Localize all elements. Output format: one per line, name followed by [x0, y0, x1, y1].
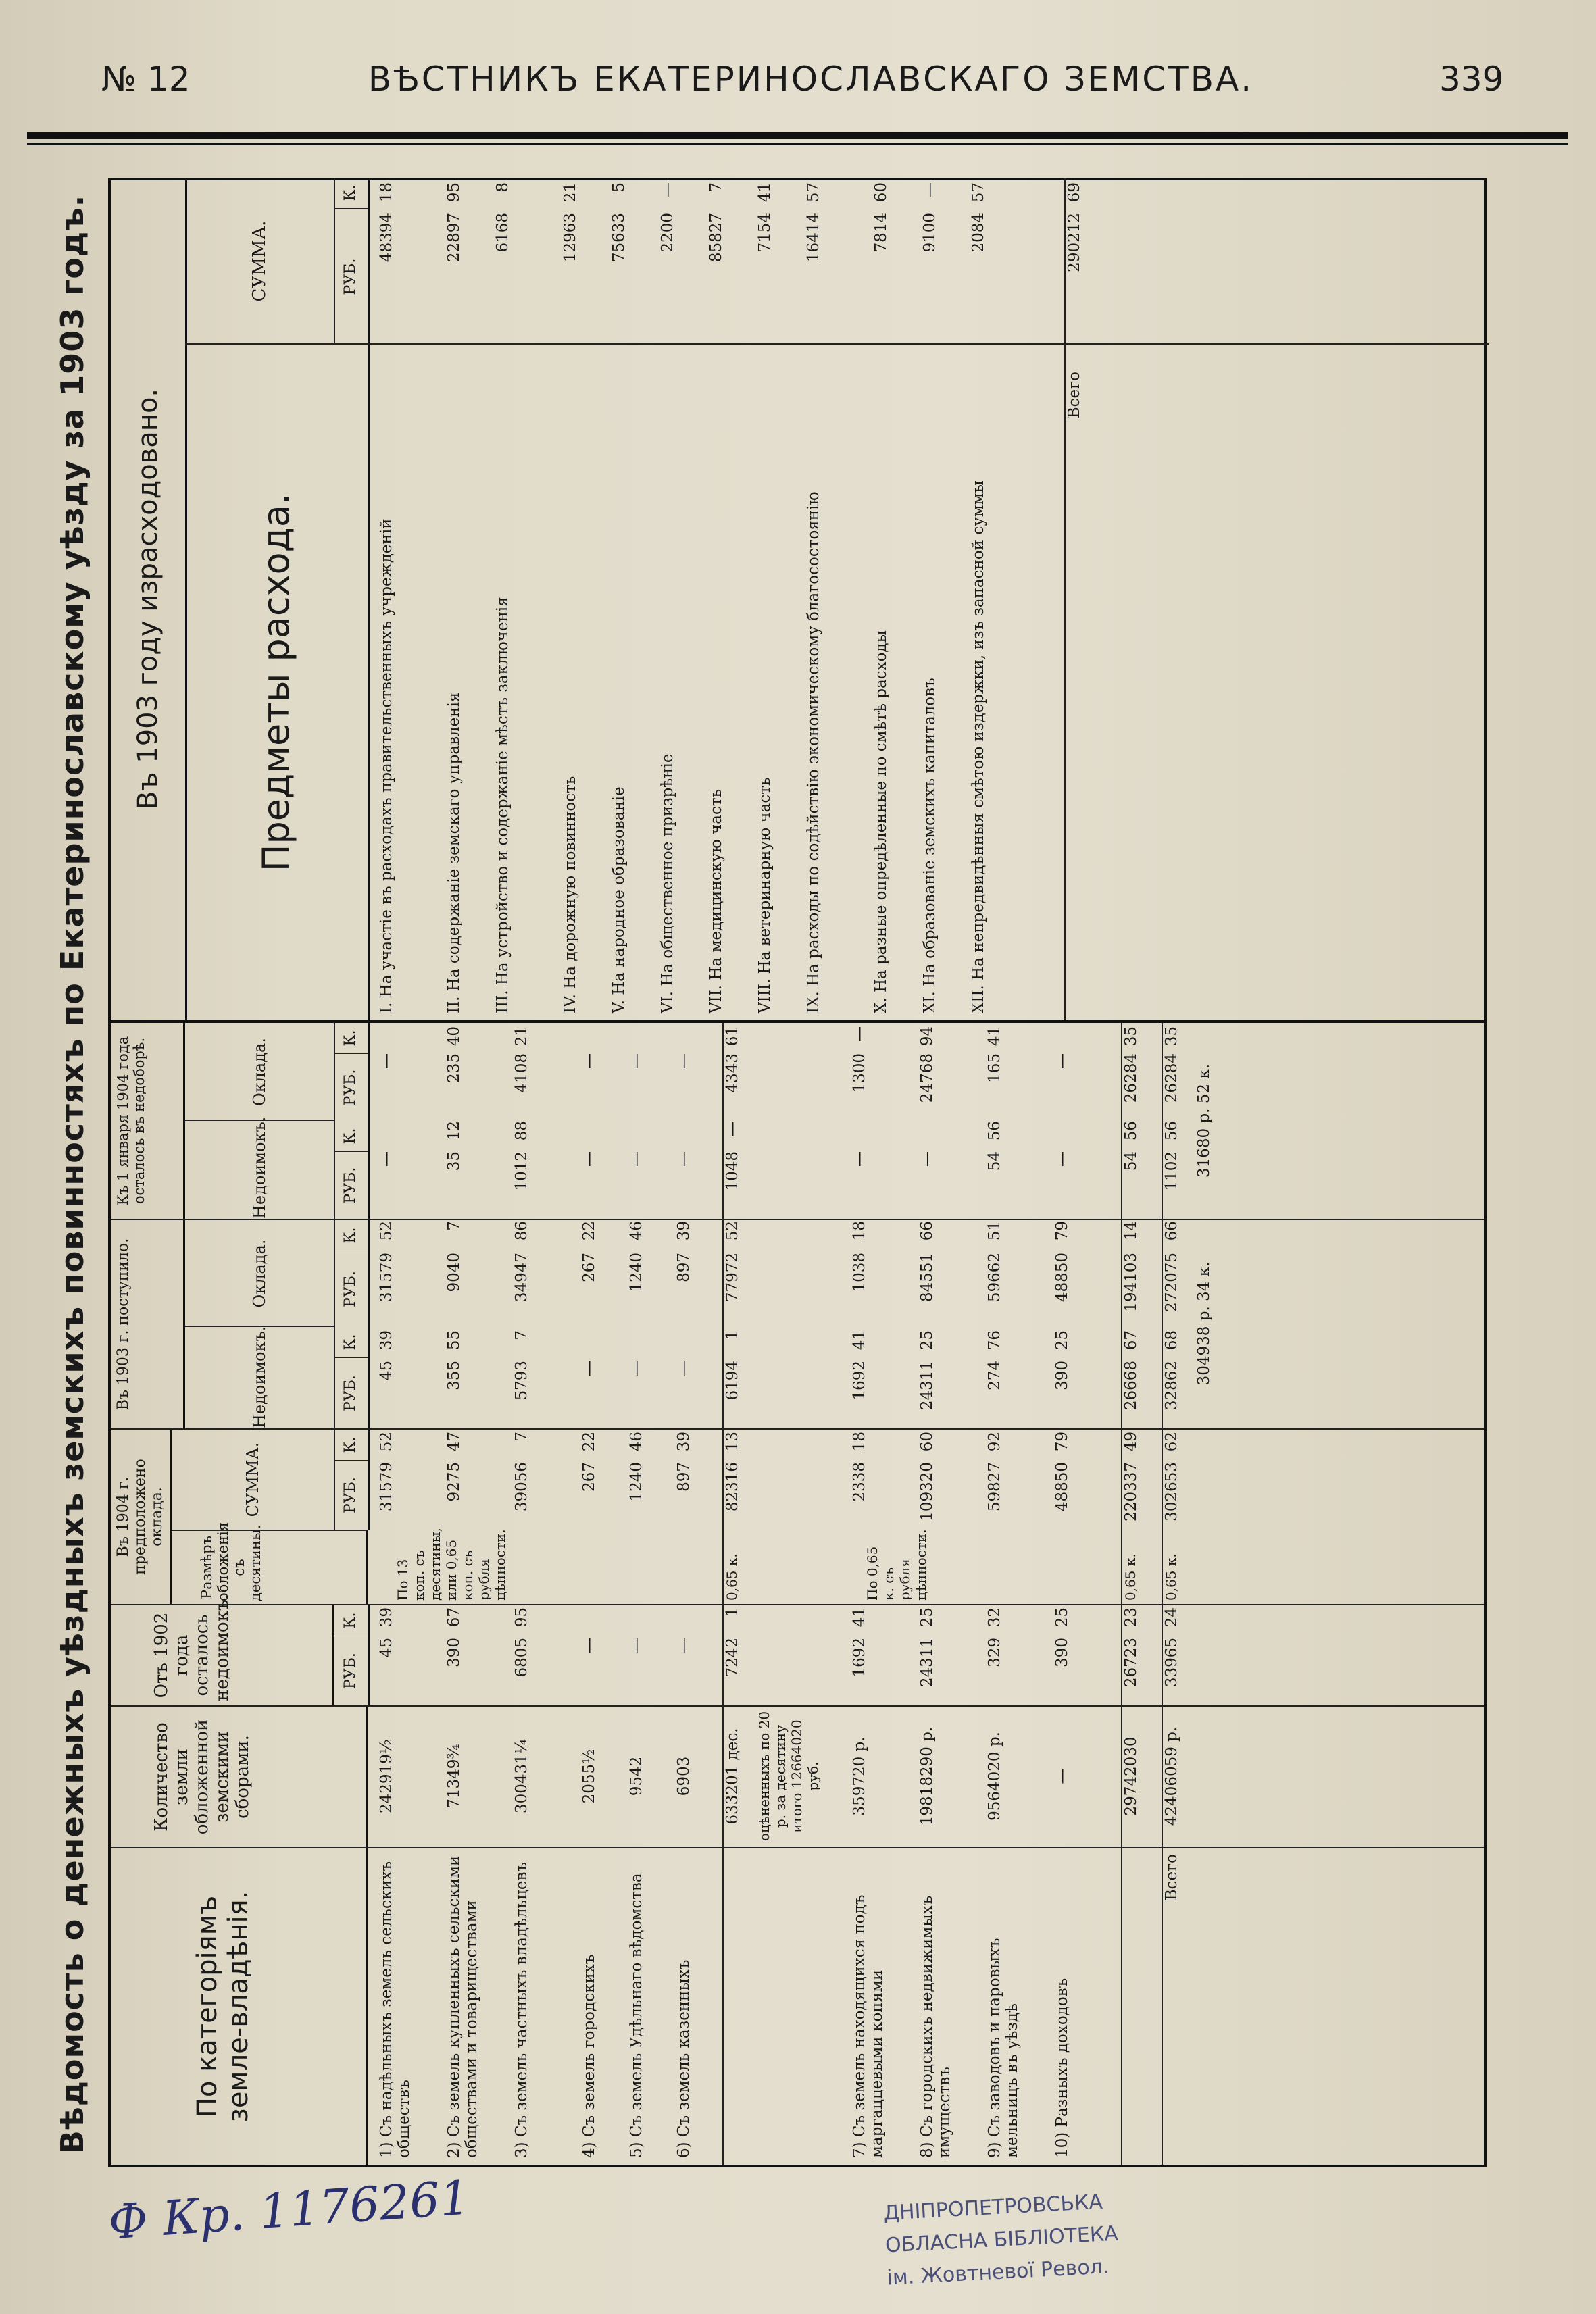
cell-ln: —: [628, 1151, 645, 1167]
cell-sum: 109320: [918, 1462, 936, 1521]
cell-land: 71349¾: [445, 1744, 463, 1809]
cell-lo: —: [628, 1053, 645, 1069]
expense-row: [610, 178, 659, 1020]
cell-sum: 9275: [445, 1462, 463, 1502]
header-land: Количество земли обложенной земскими сборами.: [111, 1707, 368, 1847]
expense-rub: 2084: [970, 213, 987, 253]
cell-sumk: 92: [986, 1432, 1003, 1452]
cell-ln: —: [580, 1151, 598, 1167]
cell-lnk: 56: [986, 1121, 1003, 1141]
cell-rnk: 25: [1053, 1330, 1071, 1351]
cell-sumk: 52: [378, 1432, 395, 1452]
expense-total-row: [1064, 178, 1099, 1020]
cell-lo: 165: [986, 1053, 1003, 1083]
expense-item-label: IV. На дорожную повинность: [562, 776, 579, 1013]
unit-rub: РУБ.: [334, 1460, 368, 1530]
expense-row: [805, 178, 872, 1020]
expense-kop: 57: [970, 182, 987, 203]
cell-sum: 59827: [986, 1462, 1003, 1512]
row-category: 7) Съ земель находящихся подъ маргаццевыми копями: [851, 1894, 886, 2158]
header-received-1903: Въ 1903 г. поступило.: [111, 1220, 185, 1428]
header-recv-salary: Оклада.: [185, 1220, 335, 1327]
unit-rub: РУБ.: [334, 1636, 368, 1705]
total-lok: 61: [724, 1026, 741, 1047]
total-ro: 272075: [1163, 1253, 1180, 1312]
expense-item-sum: [921, 182, 939, 341]
cell-lo: —: [580, 1053, 598, 1069]
total-ln: 1102: [1163, 1151, 1180, 1191]
cell-sum: 897: [675, 1462, 693, 1492]
expense-item-label: IX. На расходы по содѣйствію экономическому благосостоянію: [805, 491, 822, 1013]
expense-total-rub: 290212: [1066, 213, 1083, 272]
expense-item-sum: [970, 182, 987, 341]
col-left-1904: [111, 1023, 1484, 1219]
cell-lo: —: [378, 1053, 395, 1069]
cell-ro: 9040: [445, 1253, 463, 1292]
total-rnk: 1: [724, 1330, 741, 1340]
cell-lo: 24768: [918, 1053, 936, 1103]
cell-rok: 39: [675, 1221, 693, 1241]
subtotal-row: [722, 1023, 751, 2165]
cell-ro: 84551: [918, 1253, 936, 1303]
unit-rub: РУБ.: [334, 1251, 368, 1327]
cell-land: 9542: [628, 1756, 645, 1796]
total-lnk: 56: [1163, 1121, 1180, 1141]
cell-sum: 1240: [628, 1462, 645, 1502]
expense-rub: 6168: [494, 213, 512, 253]
total-lnk: 56: [1122, 1121, 1140, 1141]
cell-rnk: 55: [445, 1330, 463, 1351]
total-lo: 4343: [724, 1053, 741, 1093]
rotated-statement: [41, 161, 1500, 2188]
row-category: 6) Съ земель казенныхъ: [675, 1959, 693, 2158]
expense-item-sum: [872, 182, 890, 341]
expense-row: [872, 178, 921, 1020]
cell-sumk: 22: [580, 1432, 598, 1452]
expense-item-label: X. На разные опредѣленные по смѣтѣ расходы: [872, 630, 890, 1013]
header-1904: Въ 1904 г. предположено оклада.: [111, 1430, 172, 1604]
unit-kop: К.: [342, 1128, 359, 1145]
expense-rub: 16414: [805, 213, 822, 263]
statement-title: Вѣдомость о денежныхъ уѣздныхъ земскихъ повинностяхъ по Екатеринославскому уѣзду за 1903 годъ.: [54, 194, 91, 2155]
total-ro: 77972: [724, 1253, 741, 1303]
expense-section: [111, 178, 1484, 1020]
expense-rub: 9100: [921, 213, 939, 253]
expense-kop: 95: [445, 182, 463, 203]
row-category: 3) Съ земель частныхъ владѣльцевъ: [513, 1861, 530, 2158]
total-label: Всего: [1163, 1854, 1180, 1901]
cell-ro: 267: [580, 1253, 598, 1282]
row-category: 2) Съ земель купленныхъ сельскими обществами и товариществами: [445, 1855, 480, 2158]
cell-ro: 1038: [851, 1253, 868, 1292]
cell-ro: 48850: [1053, 1253, 1071, 1303]
total-rok: 52: [724, 1221, 741, 1241]
cell-rok: 51: [986, 1221, 1003, 1241]
cell-land: 19818290 р.: [918, 1726, 936, 1826]
cell-sumk: 79: [1053, 1432, 1071, 1452]
expense-item-label: III. На устройство и содержаніе мѣстъ заключенія: [494, 597, 512, 1013]
total-a1902k: 1: [724, 1607, 741, 1617]
issue-number: № 12: [101, 59, 191, 99]
expense-kop: —: [921, 182, 939, 198]
cell-a1902: 24311: [918, 1638, 936, 1688]
cell-sumk: 39: [675, 1432, 693, 1452]
total-ln: 1048: [724, 1151, 741, 1191]
expense-row: [445, 178, 494, 1020]
col-category: [111, 1847, 1484, 2165]
cell-sumk: 18: [851, 1432, 868, 1452]
unit-rub: РУБ.: [334, 1151, 368, 1219]
expense-item-label: VIII. На ветеринарную часть: [756, 777, 774, 1013]
cell-lnk: 12: [445, 1121, 463, 1141]
expense-row: [921, 178, 970, 1020]
table-row: [986, 1023, 1053, 2165]
cell-land: 359720 р.: [851, 1736, 868, 1816]
total-lo: 26284: [1163, 1053, 1180, 1103]
total-land: 29742030: [1122, 1736, 1140, 1816]
col-1904: [111, 1428, 1484, 1604]
cell-ro: 31579: [378, 1253, 395, 1303]
row-category: 4) Съ земель городскихъ: [580, 1954, 598, 2158]
handwritten-inventory-number: Ф Кр. 1176261: [106, 2169, 472, 2250]
cell-ln: —: [918, 1151, 936, 1167]
cell-lok: 40: [445, 1026, 463, 1047]
subtotal-row: [1162, 1023, 1190, 2165]
expense-item-sum: [562, 182, 579, 341]
cell-lo: —: [1053, 1053, 1071, 1069]
header-left-arrears: Недоимокъ.: [185, 1120, 335, 1219]
total-a1902k: 23: [1122, 1607, 1140, 1628]
expense-kop: 18: [378, 182, 395, 203]
cell-a1902k: 95: [513, 1607, 530, 1628]
cell-a1902: —: [675, 1638, 693, 1653]
cell-rok: 66: [918, 1221, 936, 1241]
cell-rn: 274: [986, 1361, 1003, 1390]
stamp-line-3: ім. Жовтневої Револ.: [886, 2255, 1110, 2290]
row-category: 8) Съ городскихъ недвижимыхъ имуществъ: [918, 1895, 953, 2158]
cell-rok: 18: [851, 1221, 868, 1241]
table-row: [628, 1023, 675, 2165]
income-section: [111, 1020, 1484, 2165]
total-lnk: —: [724, 1121, 741, 1136]
expense-item-sum: [378, 182, 395, 341]
total-land: 633201 дес.: [724, 1728, 741, 1825]
cell-lok: 94: [918, 1026, 936, 1047]
total-rn: 26668: [1122, 1361, 1140, 1411]
total-ln: 54: [1122, 1151, 1140, 1172]
cell-land: 6903: [675, 1756, 693, 1796]
total-a1902: 7242: [724, 1638, 741, 1678]
cell-lo: 4108: [513, 1053, 530, 1093]
cell-rok: 52: [378, 1221, 395, 1241]
rate-other-note: По 0,65 к. съ рубля цѣнности.: [864, 1529, 929, 1601]
col-received-1903: [111, 1219, 1484, 1428]
received-total-all: 304938 р. 34 к.: [1195, 1261, 1213, 1386]
total-sum: 220337: [1122, 1462, 1140, 1521]
cell-ln: 35: [445, 1151, 463, 1172]
expense-heading: Въ 1903 году израсходовано.: [111, 178, 187, 1020]
header-left-1904: Къ 1 января 1904 года осталось въ недоборѣ.: [111, 1023, 185, 1219]
cell-a1902: 390: [1053, 1638, 1071, 1667]
expense-row: [494, 178, 562, 1020]
cell-rnk: 41: [851, 1330, 868, 1351]
cell-a1902k: 39: [378, 1607, 395, 1628]
cell-ln: 54: [986, 1151, 1003, 1172]
total-land: 42406059 р.: [1163, 1726, 1180, 1826]
unit-kop: К.: [342, 184, 359, 201]
cell-land: 2055½: [580, 1749, 598, 1804]
expense-kop: —: [659, 182, 676, 198]
expense-rub: 75633: [610, 213, 628, 263]
expense-item-label: XII. На непредвидѣнныя смѣтою издержки, изъ запасной суммы: [970, 480, 987, 1013]
unit-rub: РУБ.: [334, 1357, 368, 1428]
unit-kop: К.: [342, 1227, 359, 1244]
cell-a1902k: 32: [986, 1607, 1003, 1628]
cell-rnk: 76: [986, 1330, 1003, 1351]
cell-ln: —: [1053, 1151, 1071, 1167]
expense-row: [970, 178, 1037, 1020]
row-category: 5) Съ земель Удѣльнаго вѣдомства: [628, 1873, 645, 2158]
cell-lok: 41: [986, 1026, 1003, 1047]
total-a1902: 33965: [1163, 1638, 1180, 1688]
expense-item-label: I. На участіе въ расходахъ правительственныхъ учрежденій: [378, 518, 395, 1013]
total-rate: 0,65 к.: [724, 1553, 740, 1601]
header-rule: [27, 132, 1568, 139]
cell-lo: 1300: [851, 1053, 868, 1093]
left-total-all: 31680 р. 52 к.: [1195, 1063, 1213, 1178]
expense-kop: 7: [707, 182, 725, 193]
total-rok: 66: [1163, 1221, 1180, 1241]
expense-rub: 7814: [872, 213, 890, 253]
cell-sum: 39056: [513, 1462, 530, 1512]
cell-land: 300431¼: [513, 1738, 530, 1814]
total-rate: 0,65 к.: [1122, 1553, 1139, 1601]
cell-sum: 48850: [1053, 1462, 1071, 1512]
cell-sum: 31579: [378, 1462, 395, 1512]
expense-row: [707, 178, 756, 1020]
expense-item-label: XI. На образованіе земскихъ капиталовъ: [921, 678, 939, 1013]
header-category: По категоріямъ земле-владѣнія.: [111, 1848, 368, 2165]
cell-rok: 7: [445, 1221, 463, 1231]
unit-rub: РУБ.: [334, 208, 368, 345]
total-rn: 32862: [1163, 1361, 1180, 1411]
expense-rub: 48394: [378, 213, 395, 263]
cell-ln: 1012: [513, 1151, 530, 1191]
cell-lo: —: [675, 1053, 693, 1069]
cell-a1902: —: [580, 1638, 598, 1653]
total-a1902k: 24: [1163, 1607, 1180, 1628]
expense-rub: 85827: [707, 213, 725, 263]
total-rn: 6194: [724, 1361, 741, 1401]
cell-rok: 86: [513, 1221, 530, 1241]
cell-rn: —: [628, 1361, 645, 1376]
expense-kop: 5: [610, 182, 628, 193]
stamp-line-1: ДНІПРОПЕТРОВСЬКА: [882, 2190, 1103, 2225]
total-rok: 14: [1122, 1221, 1140, 1241]
expense-kop: 21: [562, 182, 579, 203]
total-rnk: 68: [1163, 1330, 1180, 1351]
total-lo: 26284: [1122, 1053, 1140, 1103]
expense-items-heading: Предметы расхода.: [185, 343, 370, 1020]
table-row: [675, 1023, 722, 2165]
page-number: 339: [1439, 59, 1504, 99]
header-rule-thin: [27, 143, 1568, 145]
cell-ln: —: [378, 1151, 395, 1167]
expense-item-label: VI. На общественное призрѣніе: [659, 753, 676, 1013]
expense-rub: 22897: [445, 213, 463, 263]
expense-item-sum: [494, 182, 512, 341]
library-stamp: [882, 2181, 1212, 2299]
cell-rnk: 25: [918, 1330, 936, 1351]
expense-row: [562, 178, 610, 1020]
cell-rok: 46: [628, 1221, 645, 1241]
col-arrears-1902: [111, 1594, 1484, 1705]
total-sum: 302653: [1163, 1462, 1180, 1521]
expense-rub: 7154: [756, 213, 774, 253]
unit-kop: К.: [342, 1334, 359, 1351]
expense-item-label: VII. На медицинскую часть: [707, 788, 725, 1013]
stamp-line-2: ОБЛАСНА БІБЛІОТЕКА: [884, 2221, 1119, 2258]
cell-sum: 267: [580, 1462, 598, 1492]
cell-land: 9564020 р.: [986, 1732, 1003, 1821]
cell-ro: 59662: [986, 1253, 1003, 1303]
header-rate: Размѣръ обложенія съ десятины.: [172, 1530, 368, 1604]
expense-rub: 2200: [659, 213, 676, 253]
cell-lo: 235: [445, 1053, 463, 1083]
expense-total-kop: 69: [1066, 182, 1083, 203]
expense-kop: 57: [805, 182, 822, 203]
cell-rok: 79: [1053, 1221, 1071, 1241]
cell-a1902: —: [628, 1638, 645, 1653]
journal-title: ВѢСТНИКЪ ЕКАТЕРИНОСЛАВСКАГО ЗЕМСТВА.: [368, 59, 1254, 99]
expense-kop: 60: [872, 182, 890, 203]
expense-item-sum: [756, 182, 774, 341]
cell-a1902: 6805: [513, 1638, 530, 1678]
land-valuation-note: оцѣненныхъ по 20 р. за десятину итого 12664020 руб.: [756, 1711, 821, 1842]
expense-item-label: II. На содержаніе земскаго управленія: [445, 692, 463, 1013]
cell-rnk: 39: [378, 1330, 395, 1351]
cell-rnk: 7: [513, 1330, 530, 1340]
cell-a1902k: 41: [851, 1607, 868, 1628]
cell-ro: 1240: [628, 1253, 645, 1292]
cell-lok: —: [851, 1026, 868, 1042]
cell-a1902: 390: [445, 1638, 463, 1667]
table-row: [513, 1023, 580, 2165]
cell-rn: 45: [378, 1361, 395, 1381]
table-row: [580, 1023, 628, 2165]
cell-a1902: 329: [986, 1638, 1003, 1667]
cell-a1902k: 67: [445, 1607, 463, 1628]
header-left-salary: Оклада.: [185, 1023, 335, 1121]
cell-rn: 5793: [513, 1361, 530, 1401]
expense-item-sum: [805, 182, 822, 341]
expense-kop: 8: [494, 182, 512, 193]
cell-rn: 390: [1053, 1361, 1071, 1390]
expense-item-label: V. На народное образованіе: [610, 786, 628, 1013]
cell-ro: 34947: [513, 1253, 530, 1303]
row-category: 1) Съ надѣльныхъ земель сельскихъ обществъ: [378, 1861, 413, 2158]
cell-sum: 2338: [851, 1462, 868, 1502]
unit-rub: РУБ.: [334, 1053, 368, 1121]
cell-a1902: 1692: [851, 1638, 868, 1678]
total-ro: 194103: [1122, 1253, 1140, 1312]
cell-sumk: 46: [628, 1432, 645, 1452]
total-sumk: 13: [724, 1432, 741, 1452]
cell-rn: —: [675, 1361, 693, 1376]
cell-rn: 1692: [851, 1361, 868, 1401]
cell-a1902k: 25: [1053, 1607, 1071, 1628]
total-rnk: 67: [1122, 1330, 1140, 1351]
expense-item-sum: [445, 182, 463, 341]
total-sum: 82316: [724, 1462, 741, 1512]
cell-a1902k: 25: [918, 1607, 936, 1628]
rate-land-note: По 13 коп. съ десятины, или 0,65 коп. съ рубля цѣнности.: [395, 1528, 508, 1601]
total-sumk: 49: [1122, 1432, 1140, 1452]
expense-item-sum: [659, 182, 676, 341]
expense-item-sum: [707, 182, 725, 341]
cell-rn: 355: [445, 1361, 463, 1390]
table-row: [1053, 1023, 1121, 2165]
header-recv-arrears: Недоимокъ.: [185, 1326, 335, 1428]
cell-rn: 24311: [918, 1361, 936, 1411]
total-lok: 35: [1122, 1026, 1140, 1047]
header-sum: СУММА.: [172, 1430, 335, 1530]
total-rate: 0,65 к.: [1163, 1553, 1179, 1601]
header-arrears-1902: Отъ 1902 года осталось недоимокъ.: [111, 1605, 334, 1705]
expense-total-sum: [1066, 182, 1083, 341]
expense-row: [659, 178, 707, 1020]
total-sumk: 62: [1163, 1432, 1180, 1452]
cell-lnk: 88: [513, 1121, 530, 1141]
expense-rub: 12963: [562, 213, 579, 263]
cell-land: 242919½: [378, 1738, 395, 1814]
total-a1902: 26723: [1122, 1638, 1140, 1688]
unit-kop: К.: [342, 1030, 359, 1047]
cell-sumk: 47: [445, 1432, 463, 1452]
cell-sumk: 60: [918, 1432, 936, 1452]
cell-a1902: 45: [378, 1638, 395, 1658]
cell-ln: —: [675, 1151, 693, 1167]
expense-sum-heading: СУММА.: [185, 178, 335, 345]
expense-row: [756, 178, 805, 1020]
cell-land: —: [1053, 1768, 1071, 1784]
row-category: 10) Разныхъ доходовъ: [1053, 1978, 1071, 2158]
subtotal-row: [1121, 1023, 1149, 2165]
statement-table: [108, 178, 1487, 2167]
cell-lok: 21: [513, 1026, 530, 1047]
cell-rok: 22: [580, 1221, 598, 1241]
cell-ro: 897: [675, 1253, 693, 1282]
expense-item-sum: [610, 182, 628, 341]
expense-kop: 41: [756, 182, 774, 203]
unit-kop: К.: [342, 1612, 359, 1629]
cell-ln: —: [851, 1151, 868, 1167]
expense-total-label: Всего: [1066, 372, 1083, 419]
unit-kop: К.: [342, 1436, 359, 1453]
total-lok: 35: [1163, 1026, 1180, 1047]
cell-rn: —: [580, 1361, 598, 1376]
expense-row: [378, 178, 445, 1020]
cell-sumk: 7: [513, 1432, 530, 1442]
row-category: 9) Съ заводовъ и паровыхъ мельницъ въ уѣздѣ: [986, 1938, 1021, 2158]
